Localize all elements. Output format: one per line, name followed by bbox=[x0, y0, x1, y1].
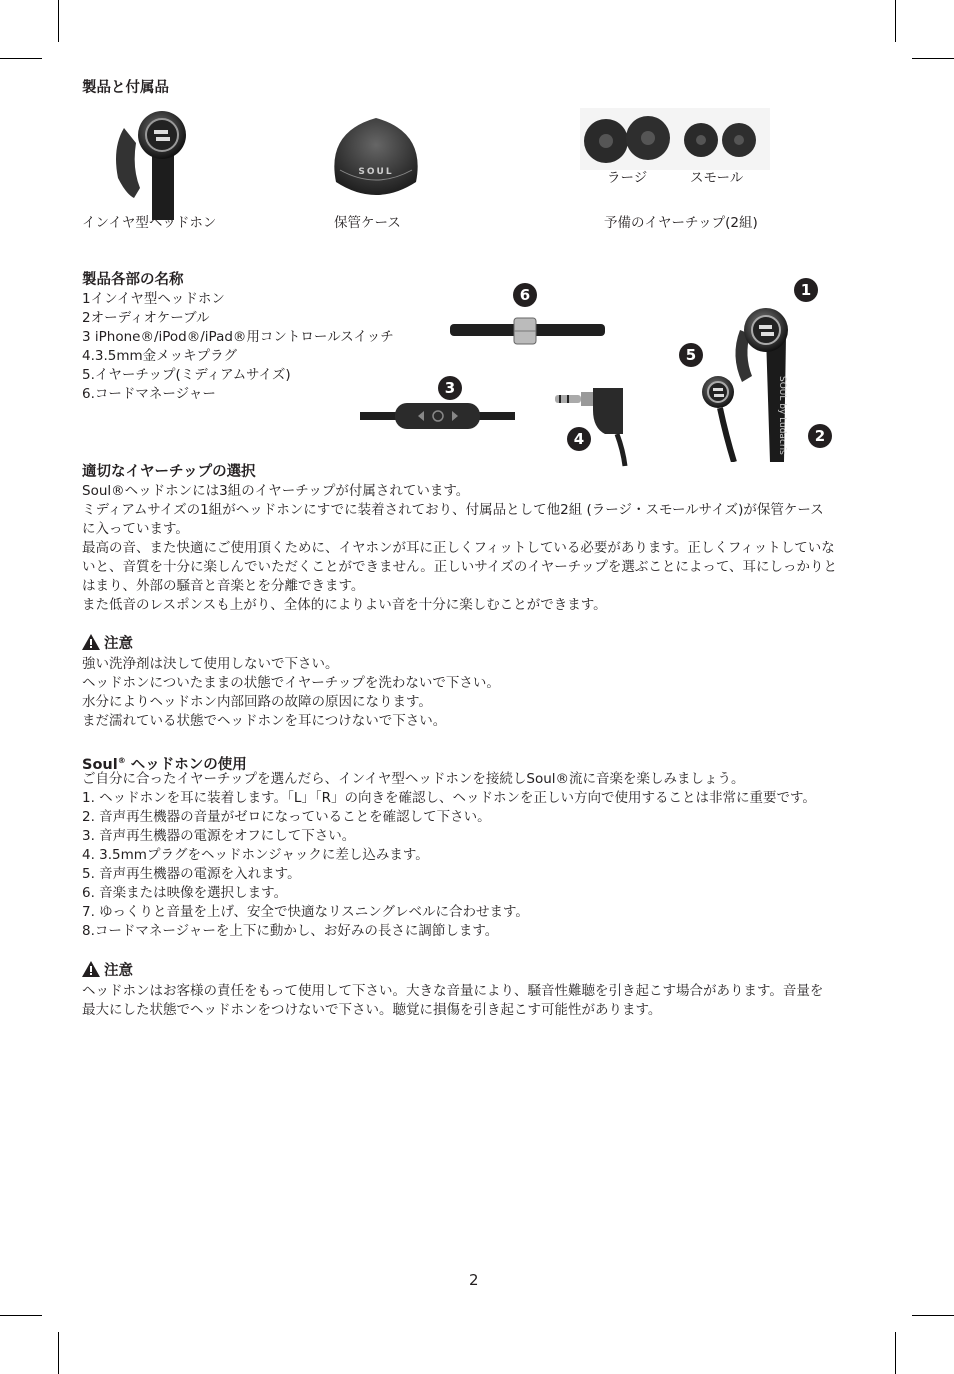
eartip-line: いと、音質を十分に楽しんでいただくことができません。正しいサイズのイヤーチップを選ぶことによって、耳にしっかりと bbox=[82, 559, 838, 575]
eartip-line: Soul®ヘッドホンには3組のイヤーチップが付属されています。 bbox=[82, 483, 470, 499]
usage-line: 5. 音声再生機器の電源を入れます。 bbox=[82, 866, 301, 882]
crop-mark bbox=[58, 0, 59, 42]
cable-print: SOUL by Ludacris bbox=[777, 376, 787, 455]
caution2-line: ヘッドホンはお客様の責任をもって使用して下さい。大きな音量により、騒音性難聴を引き起こす場合があります。音量を bbox=[82, 983, 824, 999]
usage-line: 8.コードマネージャーを上下に動かし、お好みの長さに調節します。 bbox=[82, 923, 499, 939]
marker-2: 2 bbox=[808, 424, 832, 448]
parts-list-item: 6.コードマネージャー bbox=[82, 386, 216, 402]
control-switch-image bbox=[360, 398, 515, 434]
caution1-heading bbox=[82, 634, 133, 654]
gold-plug-image bbox=[555, 388, 645, 468]
usage-heading-reg: ® bbox=[117, 756, 126, 765]
marker-4: 4 bbox=[567, 427, 591, 451]
caution1-line: ヘッドホンについたままの状態でイヤーチップを洗わないで下さい。 bbox=[82, 675, 500, 691]
usage-line: 6. 音楽または映像を選択します。 bbox=[82, 885, 288, 901]
marker-5: 5 bbox=[679, 343, 703, 367]
warning-icon bbox=[82, 961, 100, 977]
spare-eartips-image bbox=[580, 108, 770, 170]
crop-mark bbox=[912, 58, 954, 59]
item-label-case: 保管ケース bbox=[334, 215, 401, 231]
parts-heading: 製品各部の名称 bbox=[82, 272, 184, 288]
crop-mark bbox=[0, 58, 42, 59]
usage-line: 7. ゆっくりと音量を上げ、安全で快適なリスニングレベルに合わせます。 bbox=[82, 904, 529, 920]
tip-size-large: ラージ bbox=[607, 170, 648, 186]
usage-line: 4. 3.5mmプラグをヘッドホンジャックに差し込みます。 bbox=[82, 847, 429, 863]
eartip-heading: 適切なイヤーチップの選択 bbox=[82, 464, 256, 480]
usage-heading-brand: Soul bbox=[82, 756, 118, 773]
caution1-line: まだ濡れている状態でヘッドホンを耳につけないで下さい。 bbox=[82, 713, 447, 729]
crop-mark bbox=[895, 1332, 896, 1374]
eartip-line: はまり、外部の騒音と音楽とを分離できます。 bbox=[82, 578, 365, 594]
caution1-title: 注意 bbox=[104, 636, 133, 652]
tip-size-small: スモール bbox=[690, 170, 744, 186]
cord-manager-image bbox=[450, 316, 605, 346]
page-number: 2 bbox=[469, 1271, 479, 1289]
usage-line: 1. ヘッドホンを耳に装着します。「L」「R」の向きを確認し、ヘッドホンを正しい方向で使用することは非常に重要です。 bbox=[82, 790, 816, 806]
caution2-body bbox=[82, 982, 874, 1020]
parts-list-item: 3 iPhone®/iPod®/iPad®用コントロールスイッチ bbox=[82, 329, 394, 345]
marker-1: 1 bbox=[794, 278, 818, 302]
crop-mark bbox=[0, 1315, 42, 1316]
caution2-line: 最大にした状態でヘッドホンをつけないで下さい。聴覚に損傷を引き起こす可能性があります。 bbox=[82, 1002, 662, 1018]
parts-list-item: 2オーディオケーブル bbox=[82, 310, 210, 326]
earphone-image bbox=[104, 108, 194, 220]
eartip-line: ミディアムサイズの1組がヘッドホンにすでに装着されており、付属品として他2組 (ラージ・スモールサイズ)が保管ケース bbox=[82, 502, 824, 518]
crop-mark bbox=[895, 0, 896, 42]
eartip-line: に入っています。 bbox=[82, 521, 189, 537]
caution1-line: 水分によりヘッドホン内部回路の故障の原因になります。 bbox=[82, 694, 432, 710]
parts-list bbox=[82, 290, 422, 404]
eartip-body bbox=[82, 482, 874, 615]
warning-icon bbox=[82, 634, 100, 650]
usage-line: 3. 音声再生機器の電源をオフにして下さい。 bbox=[82, 828, 356, 844]
item-label-eartips: 予備のイヤーチップ(2組) bbox=[604, 215, 758, 231]
parts-list-item: 1インイヤ型ヘッドホン bbox=[82, 291, 225, 307]
marker-6: 6 bbox=[513, 283, 537, 307]
usage-line: ご自分に合ったイヤーチップを選んだら、インイヤ型ヘッドホンを接続しSoul®流に音楽を楽しみましょう。 bbox=[82, 771, 745, 787]
item-label-earphones: インイヤ型ヘッドホン bbox=[82, 215, 217, 231]
caution2-heading bbox=[82, 961, 133, 981]
eartip-line: 最高の音、また快適にご使用頂くために、イヤホンが耳に正しくフィットしている必要があります。正しくフィットしていな bbox=[82, 540, 835, 556]
contents-heading: 製品と付属品 bbox=[82, 80, 169, 96]
marker-3: 3 bbox=[438, 376, 462, 400]
caution2-title: 注意 bbox=[104, 963, 133, 979]
headphone-detail-image bbox=[700, 296, 810, 462]
usage-line: 2. 音声再生機器の音量がゼロになっていることを確認して下さい。 bbox=[82, 809, 491, 825]
caution1-line: 強い洗浄剤は決して使用しないで下さい。 bbox=[82, 656, 339, 672]
storage-case-image bbox=[326, 112, 426, 208]
usage-body bbox=[82, 770, 874, 941]
caution1-body bbox=[82, 655, 874, 731]
usage-heading-rest: ヘッドホンの使用 bbox=[125, 756, 247, 773]
case-logo: SOUL bbox=[358, 167, 394, 177]
parts-list-item: 4.3.5mm金メッキプラグ bbox=[82, 348, 238, 364]
crop-mark bbox=[58, 1332, 59, 1374]
eartip-line: また低音のレスポンスも上がり、全体的によりよい音を十分に楽しむことができます。 bbox=[82, 597, 607, 613]
crop-mark bbox=[912, 1315, 954, 1316]
parts-list-item: 5.イヤーチップ(ミディアムサイズ) bbox=[82, 367, 291, 383]
